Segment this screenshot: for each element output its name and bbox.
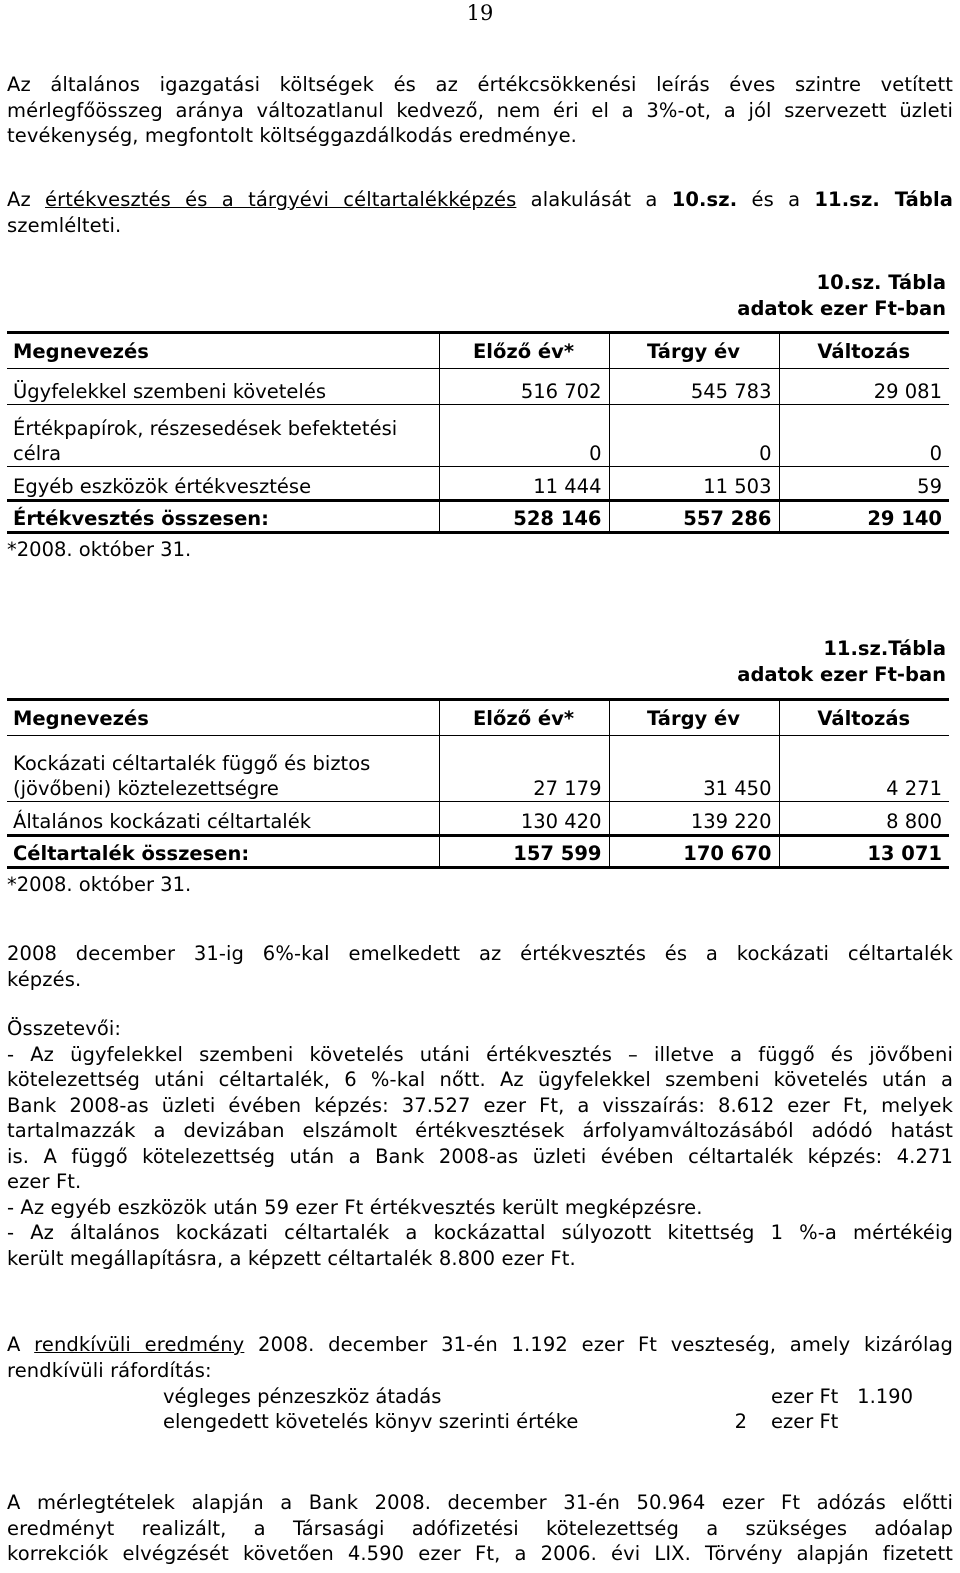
header-curr: Tárgy év: [609, 700, 779, 736]
text-line: Bank 2008-as üzleti évében képzés: 37.527 ezer Ft, a visszaírás: 8.612 ezer Ft, melyek: [7, 1093, 953, 1117]
table-row: [7, 369, 949, 405]
expense-amount: 2: [734, 1410, 747, 1433]
table-row: [7, 467, 949, 501]
text-line: - Az általános kockázati céltartalék a kockázattal súlyozott kitettség 1 %-a mértékéig: [7, 1221, 953, 1244]
text-line: kötelezettség utáni céltartalék, 6 %-kal nőtt. Az ügyfelekkel szembeni követelés után a: [7, 1068, 953, 1091]
components-heading: Összetevői:: [7, 1017, 122, 1040]
table-row: [7, 802, 949, 836]
text-line: Az értékvesztés és a tárgyévi céltartalékképzés alakulását a 10.sz. és a 11.sz. Tábla: [7, 188, 953, 211]
text-line: eredményt realizált, a Társasági adófizetési kötelezettség a szükséges adóalap: [7, 1516, 953, 1540]
cell-name: Ügyfelekkel szembeni követelés: [7, 369, 439, 405]
cell-curr: 31 450: [609, 736, 779, 802]
cell-change: 29 081: [779, 369, 949, 405]
components-paragraph: [7, 1016, 953, 1271]
cell-prev: 11 444: [439, 467, 609, 501]
cell-name: Értékpapírok, részesedések befektetési célra: [7, 405, 439, 467]
table10-footnote: *2008. október 31.: [7, 538, 192, 561]
cell-change: 29 140: [779, 501, 949, 533]
cell-name: Értékvesztés összesen:: [7, 501, 439, 533]
summary-paragraph: [7, 941, 953, 992]
cell-change: 0: [779, 405, 949, 467]
expense-unit: ezer Ft: [771, 1410, 839, 1433]
intro-paragraph: [7, 72, 953, 149]
text-line: 2008 december 31-ig 6%-kal emelkedett az értékvesztés és a kockázati céltartalék: [7, 942, 953, 965]
text-line: ezer Ft.: [7, 1170, 82, 1193]
cell-curr: 139 220: [609, 802, 779, 836]
header-prev: Előző év*: [439, 333, 609, 369]
table10-unit: adatok ezer Ft-ban: [737, 297, 946, 320]
cell-name: Kockázati céltartalék függő és biztos (jövőbeni) köztelezettségre: [7, 736, 439, 802]
text-line: képzés.: [7, 967, 82, 991]
header-change: Változás: [779, 700, 949, 736]
cell-curr: 170 670: [609, 836, 779, 868]
text-line: Az általános igazgatási költségek és az értékcsökkenési leírás éves szintre vetített: [7, 73, 953, 96]
text-line: - Az ügyfelekkel szembeni követelés utáni értékvesztés – illetve a függő és jövőbeni: [7, 1042, 953, 1066]
table11: [7, 698, 949, 869]
underlined-phrase: rendkívüli eredmény: [34, 1333, 245, 1356]
text-line: tevékenység, megfontolt költséggazdálkodás eredménye.: [7, 124, 577, 147]
text-line: került megállapításra, a képzett céltartalék 8.800 ezer Ft.: [7, 1246, 576, 1270]
cell-change: 4 271: [779, 736, 949, 802]
table10-caption: [737, 270, 946, 322]
table-row: [7, 736, 949, 802]
cell-change: 8 800: [779, 802, 949, 836]
expense-label: elengedett követelés könyv szerinti értéke: [163, 1410, 579, 1433]
cell-prev: 528 146: [439, 501, 609, 533]
cell-change: 13 071: [779, 836, 949, 868]
cell-curr: 557 286: [609, 501, 779, 533]
expense-unit: ezer Ft: [771, 1385, 839, 1408]
underlined-phrase: értékvesztés és a tárgyévi céltartalékképzés: [45, 188, 517, 211]
header-change: Változás: [779, 333, 949, 369]
text-line: tartalmazzák a devizában elszámolt értékvesztések árfolyamváltozásából adódó hatást: [7, 1119, 953, 1142]
table-ref-10: 10.sz.: [671, 188, 738, 211]
table-header-row: [7, 333, 949, 369]
cell-curr: 545 783: [609, 369, 779, 405]
cell-prev: 516 702: [439, 369, 609, 405]
cell-name: Céltartalék összesen:: [7, 836, 439, 868]
extraordinary-paragraph: [7, 1332, 953, 1383]
text-line: szemlélteti.: [7, 213, 122, 237]
cell-prev: 0: [439, 405, 609, 467]
text-line: A rendkívüli eredmény 2008. december 31-én 1.192 ezer Ft veszteség, amely kizárólag: [7, 1333, 953, 1356]
table11-caption: [737, 636, 946, 688]
text-line: korrekciók elvégzését követően 4.590 ezer Ft, a 2006. évi LIX. Törvény alapján fizetett: [7, 1542, 953, 1565]
cell-prev: 157 599: [439, 836, 609, 868]
pretax-result-paragraph: [7, 1490, 953, 1567]
table11-title: 11.sz.Tábla: [823, 637, 946, 660]
expense-label: végleges pénzeszköz átadás: [163, 1385, 442, 1408]
table-row: [7, 405, 949, 467]
table-header-row: [7, 700, 949, 736]
table11-footnote: *2008. október 31.: [7, 873, 192, 896]
cell-change: 59: [779, 467, 949, 501]
cell-prev: 130 420: [439, 802, 609, 836]
text-line: A mérlegtételek alapján a Bank 2008. december 31-én 50.964 ezer Ft adózás előtti: [7, 1491, 953, 1514]
header-prev: Előző év*: [439, 700, 609, 736]
cell-name: Általános kockázati céltartalék: [7, 802, 439, 836]
table-ref-11: 11.sz. Tábla: [814, 188, 953, 211]
expense-amount: 1.190: [857, 1385, 913, 1408]
cell-prev: 27 179: [439, 736, 609, 802]
header-name: Megnevezés: [7, 333, 439, 369]
text-line: - Az egyéb eszközök után 59 ezer Ft értékvesztés került megképzésre.: [7, 1195, 703, 1219]
cell-name: Egyéb eszközök értékvesztése: [7, 467, 439, 501]
text-line: rendkívüli ráfordítás:: [7, 1358, 212, 1382]
cell-curr: 0: [609, 405, 779, 467]
table10-title: 10.sz. Tábla: [816, 271, 946, 294]
page-number: 19: [466, 1, 494, 25]
text-line: mérlegfőösszeg aránya változatlanul kedvező, nem éri el a 3%-ot, a jól szervezett üzleti: [7, 98, 953, 122]
table-total-row: [7, 836, 949, 868]
text-line: is. A függő kötelezettség után a Bank 2008-as üzleti évében céltartalék képzés: 4.271: [7, 1144, 953, 1168]
header-curr: Tárgy év: [609, 333, 779, 369]
cell-curr: 11 503: [609, 467, 779, 501]
table11-unit: adatok ezer Ft-ban: [737, 663, 946, 686]
table-total-row: [7, 501, 949, 533]
table10: [7, 331, 949, 534]
table-reference-paragraph: [7, 187, 953, 238]
header-name: Megnevezés: [7, 700, 439, 736]
